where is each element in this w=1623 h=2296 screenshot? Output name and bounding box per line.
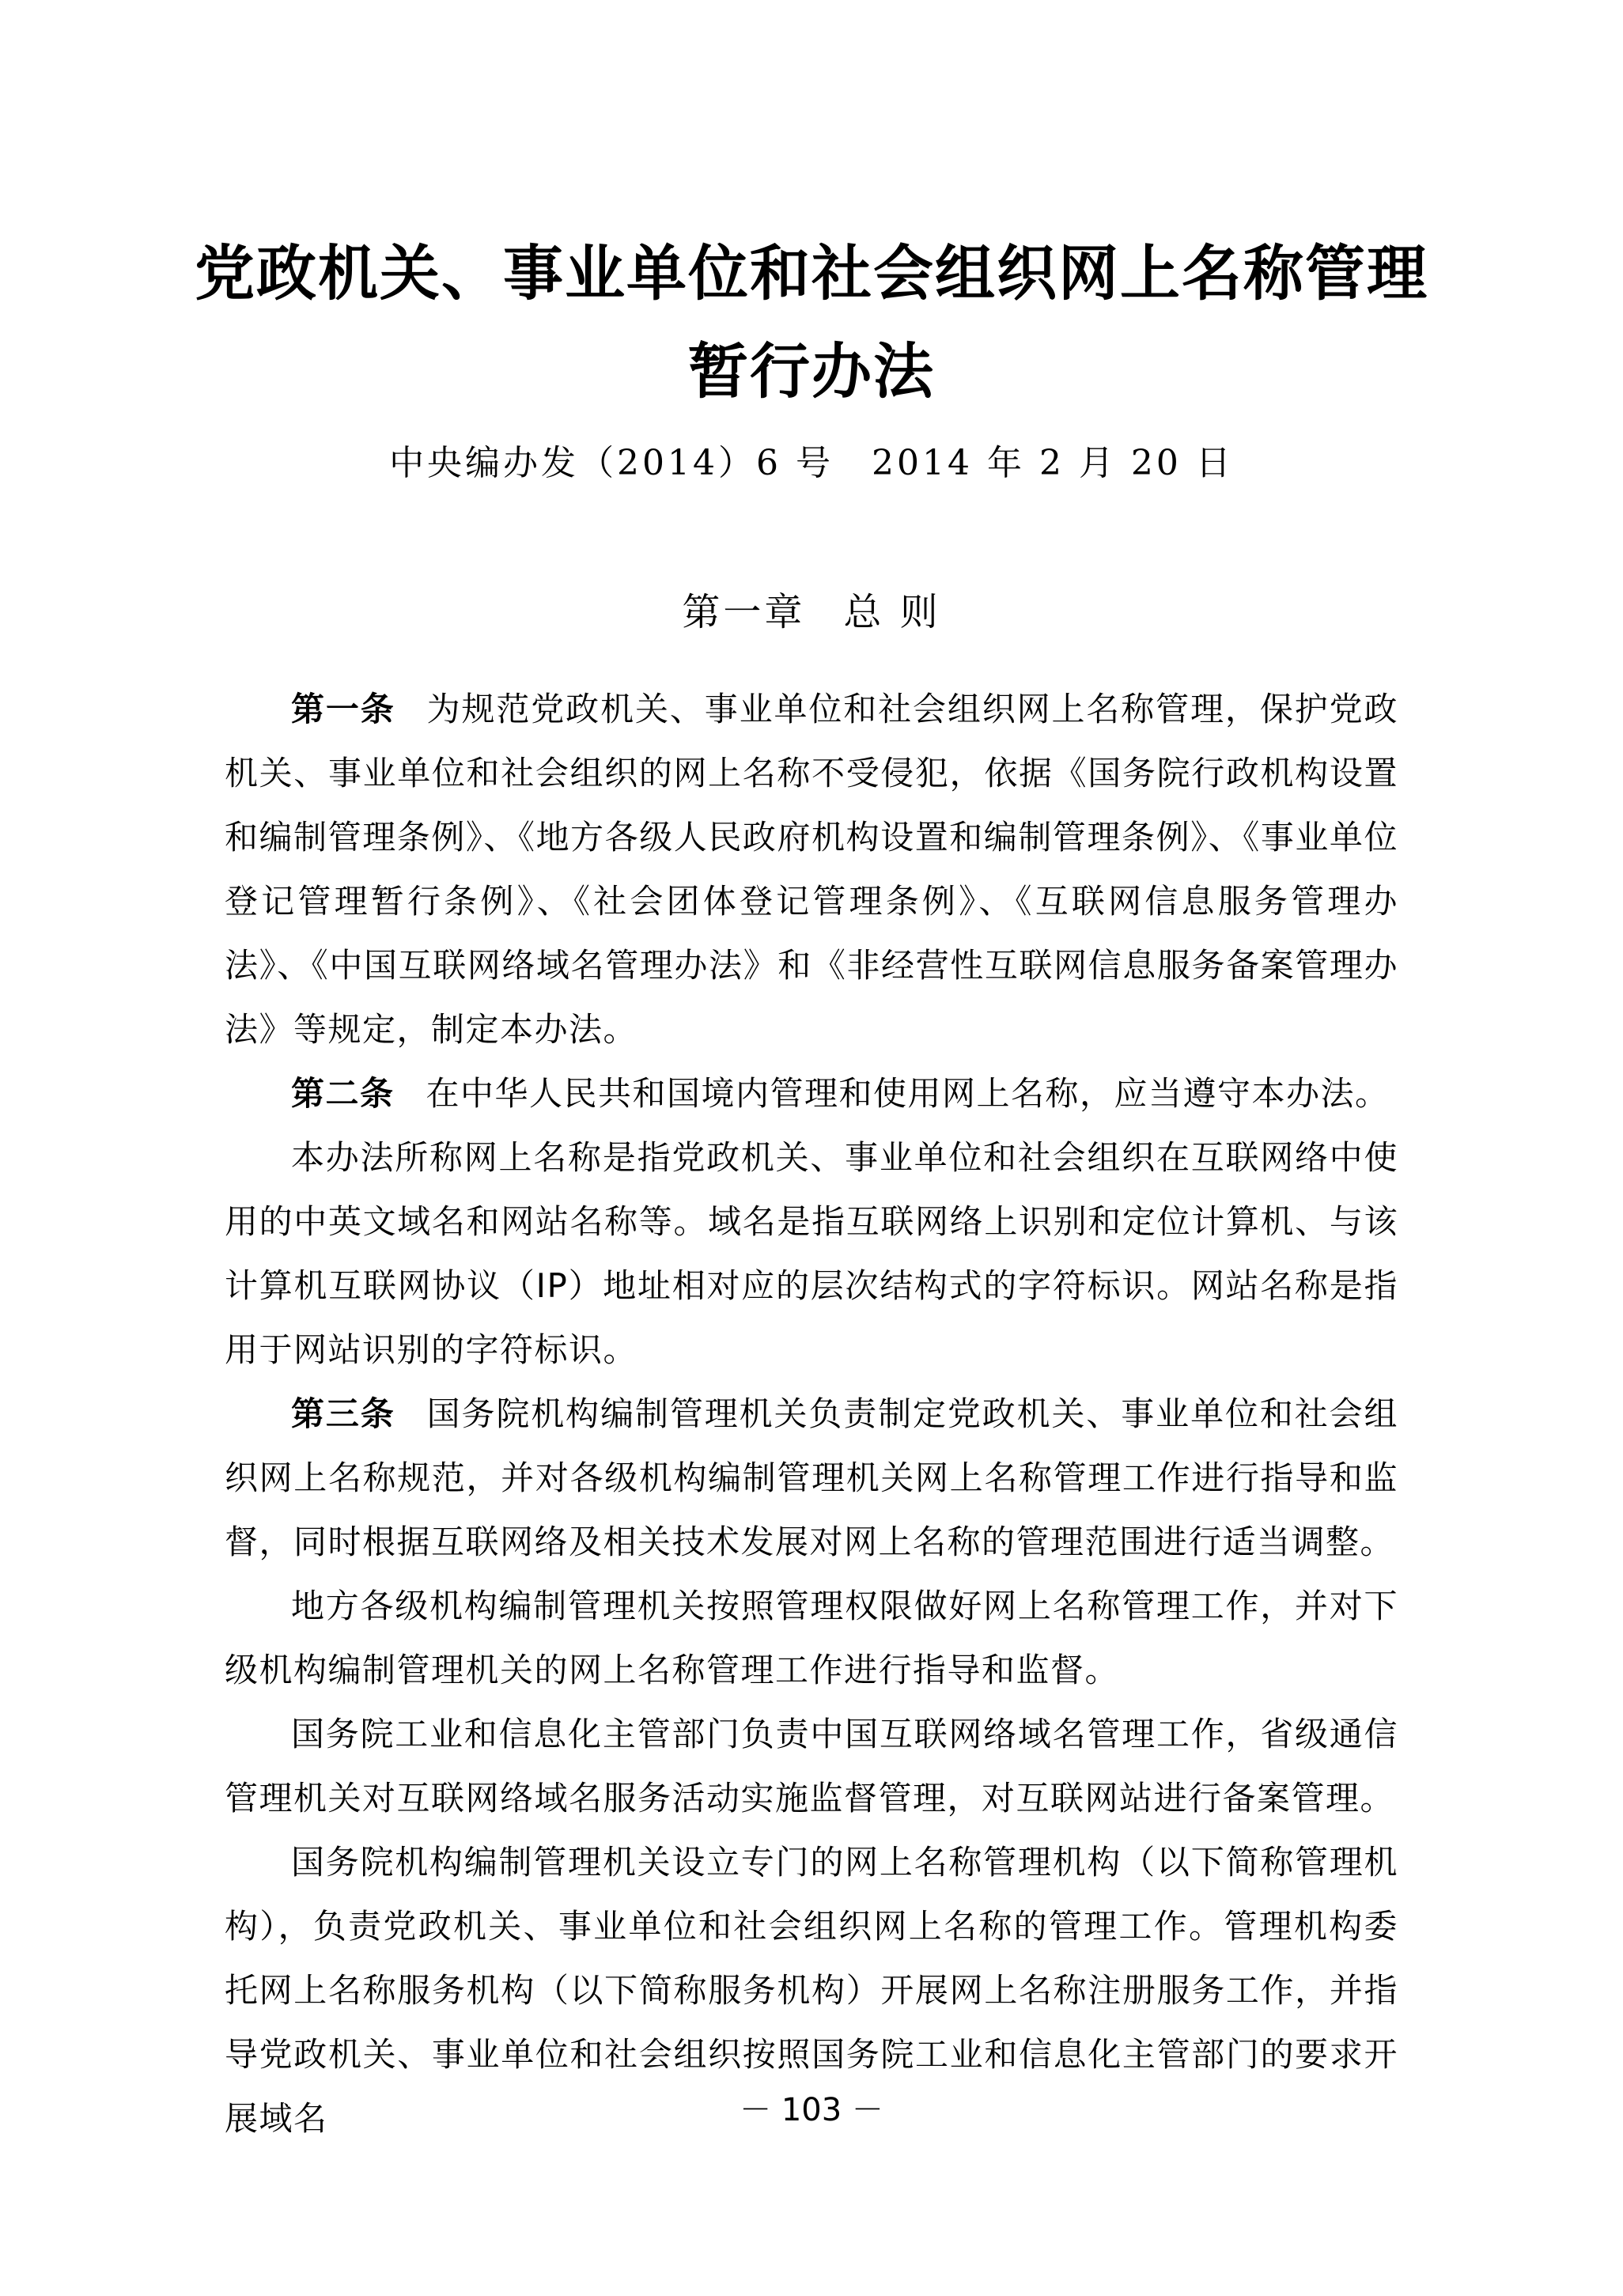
- paragraph-text: 地方各级机构编制管理机关按照管理权限做好网上名称管理工作，并对下级机构编制管理机关的网上名称管理工作进行指导和监督。: [225, 1587, 1398, 1689]
- article-label: 第二条: [291, 1074, 395, 1113]
- article-label: 第一条: [291, 690, 395, 728]
- chapter-title: 总 则: [843, 590, 941, 634]
- document-title-line-2: 暂行办法: [688, 336, 935, 407]
- paragraph-text: 在中华人民共和国境内管理和使用网上名称，应当遵守本办法。: [426, 1074, 1390, 1113]
- paragraph-text: 国务院工业和信息化主管部门负责中国互联网络域名管理工作，省级通信管理机关对互联网络域名服务活动实施监督管理，对互联网站进行备案管理。: [225, 1715, 1398, 1818]
- paragraph-text: 国务院机构编制管理机关负责制定党政机关、事业单位和社会组织网上名称规范，并对各级机构编制管理机关网上名称管理工作进行指导和监督，同时根据互联网络及相关技术发展对网上名称的管理范围进行适当调整。: [225, 1394, 1398, 1561]
- paragraph-miit: [225, 1702, 1398, 1830]
- document-reference-date: 中央编办发（2014）6 号 2014 年 2 月 20 日: [389, 443, 1234, 483]
- paragraph-local-authorities: [225, 1574, 1398, 1702]
- paragraph-definition: [225, 1125, 1398, 1382]
- chapter-number: 第一章: [682, 590, 806, 634]
- paragraph-article-3: [225, 1382, 1398, 1574]
- paragraph-article-1: [225, 677, 1398, 1061]
- paragraph-article-2: [225, 1061, 1398, 1125]
- article-label: 第三条: [291, 1394, 395, 1433]
- document-body: [225, 677, 1398, 2150]
- chapter-heading: [0, 587, 1623, 637]
- paragraph-text: 国务院机构编制管理机关设立专门的网上名称管理机构（以下简称管理机构），负责党政机关、事业单位和社会组织网上名称的管理工作。管理机构委托网上名称服务机构（以下简称服务机构）开展网上名称注册服务工作，并指导党政机关、事业单位和社会组织按照国务院工业和信息化主管部门的要求开展域名: [225, 1843, 1398, 2138]
- document-title-line-1: 党政机关、事业单位和社会组织网上名称管理: [195, 238, 1428, 308]
- paragraph-text: 为规范党政机关、事业单位和社会组织网上名称管理，保护党政机关、事业单位和社会组织的网上名称不受侵犯，依据《国务院行政机构设置和编制管理条例》、《地方各级人民政府机构设置和编制管理条例》、《事业单位登记管理暂行条例》、《社会团体登记管理条例》、《互联网信息服务管理办法》、《中国互联网络域名管理办法》和《非经营性互联网信息服务备案管理办法》等规定，制定本办法。: [225, 690, 1398, 1049]
- paragraph-text: 本办法所称网上名称是指党政机关、事业单位和社会组织在互联网络中使用的中英文域名和网站名称等。域名是指互联网络上识别和定位计算机、与该计算机互联网协议（IP）地址相对应的层次结构式的字符标识。网站名称是指用于网站识别的字符标识。: [225, 1138, 1398, 1369]
- page-number: － 103 －: [740, 2092, 883, 2128]
